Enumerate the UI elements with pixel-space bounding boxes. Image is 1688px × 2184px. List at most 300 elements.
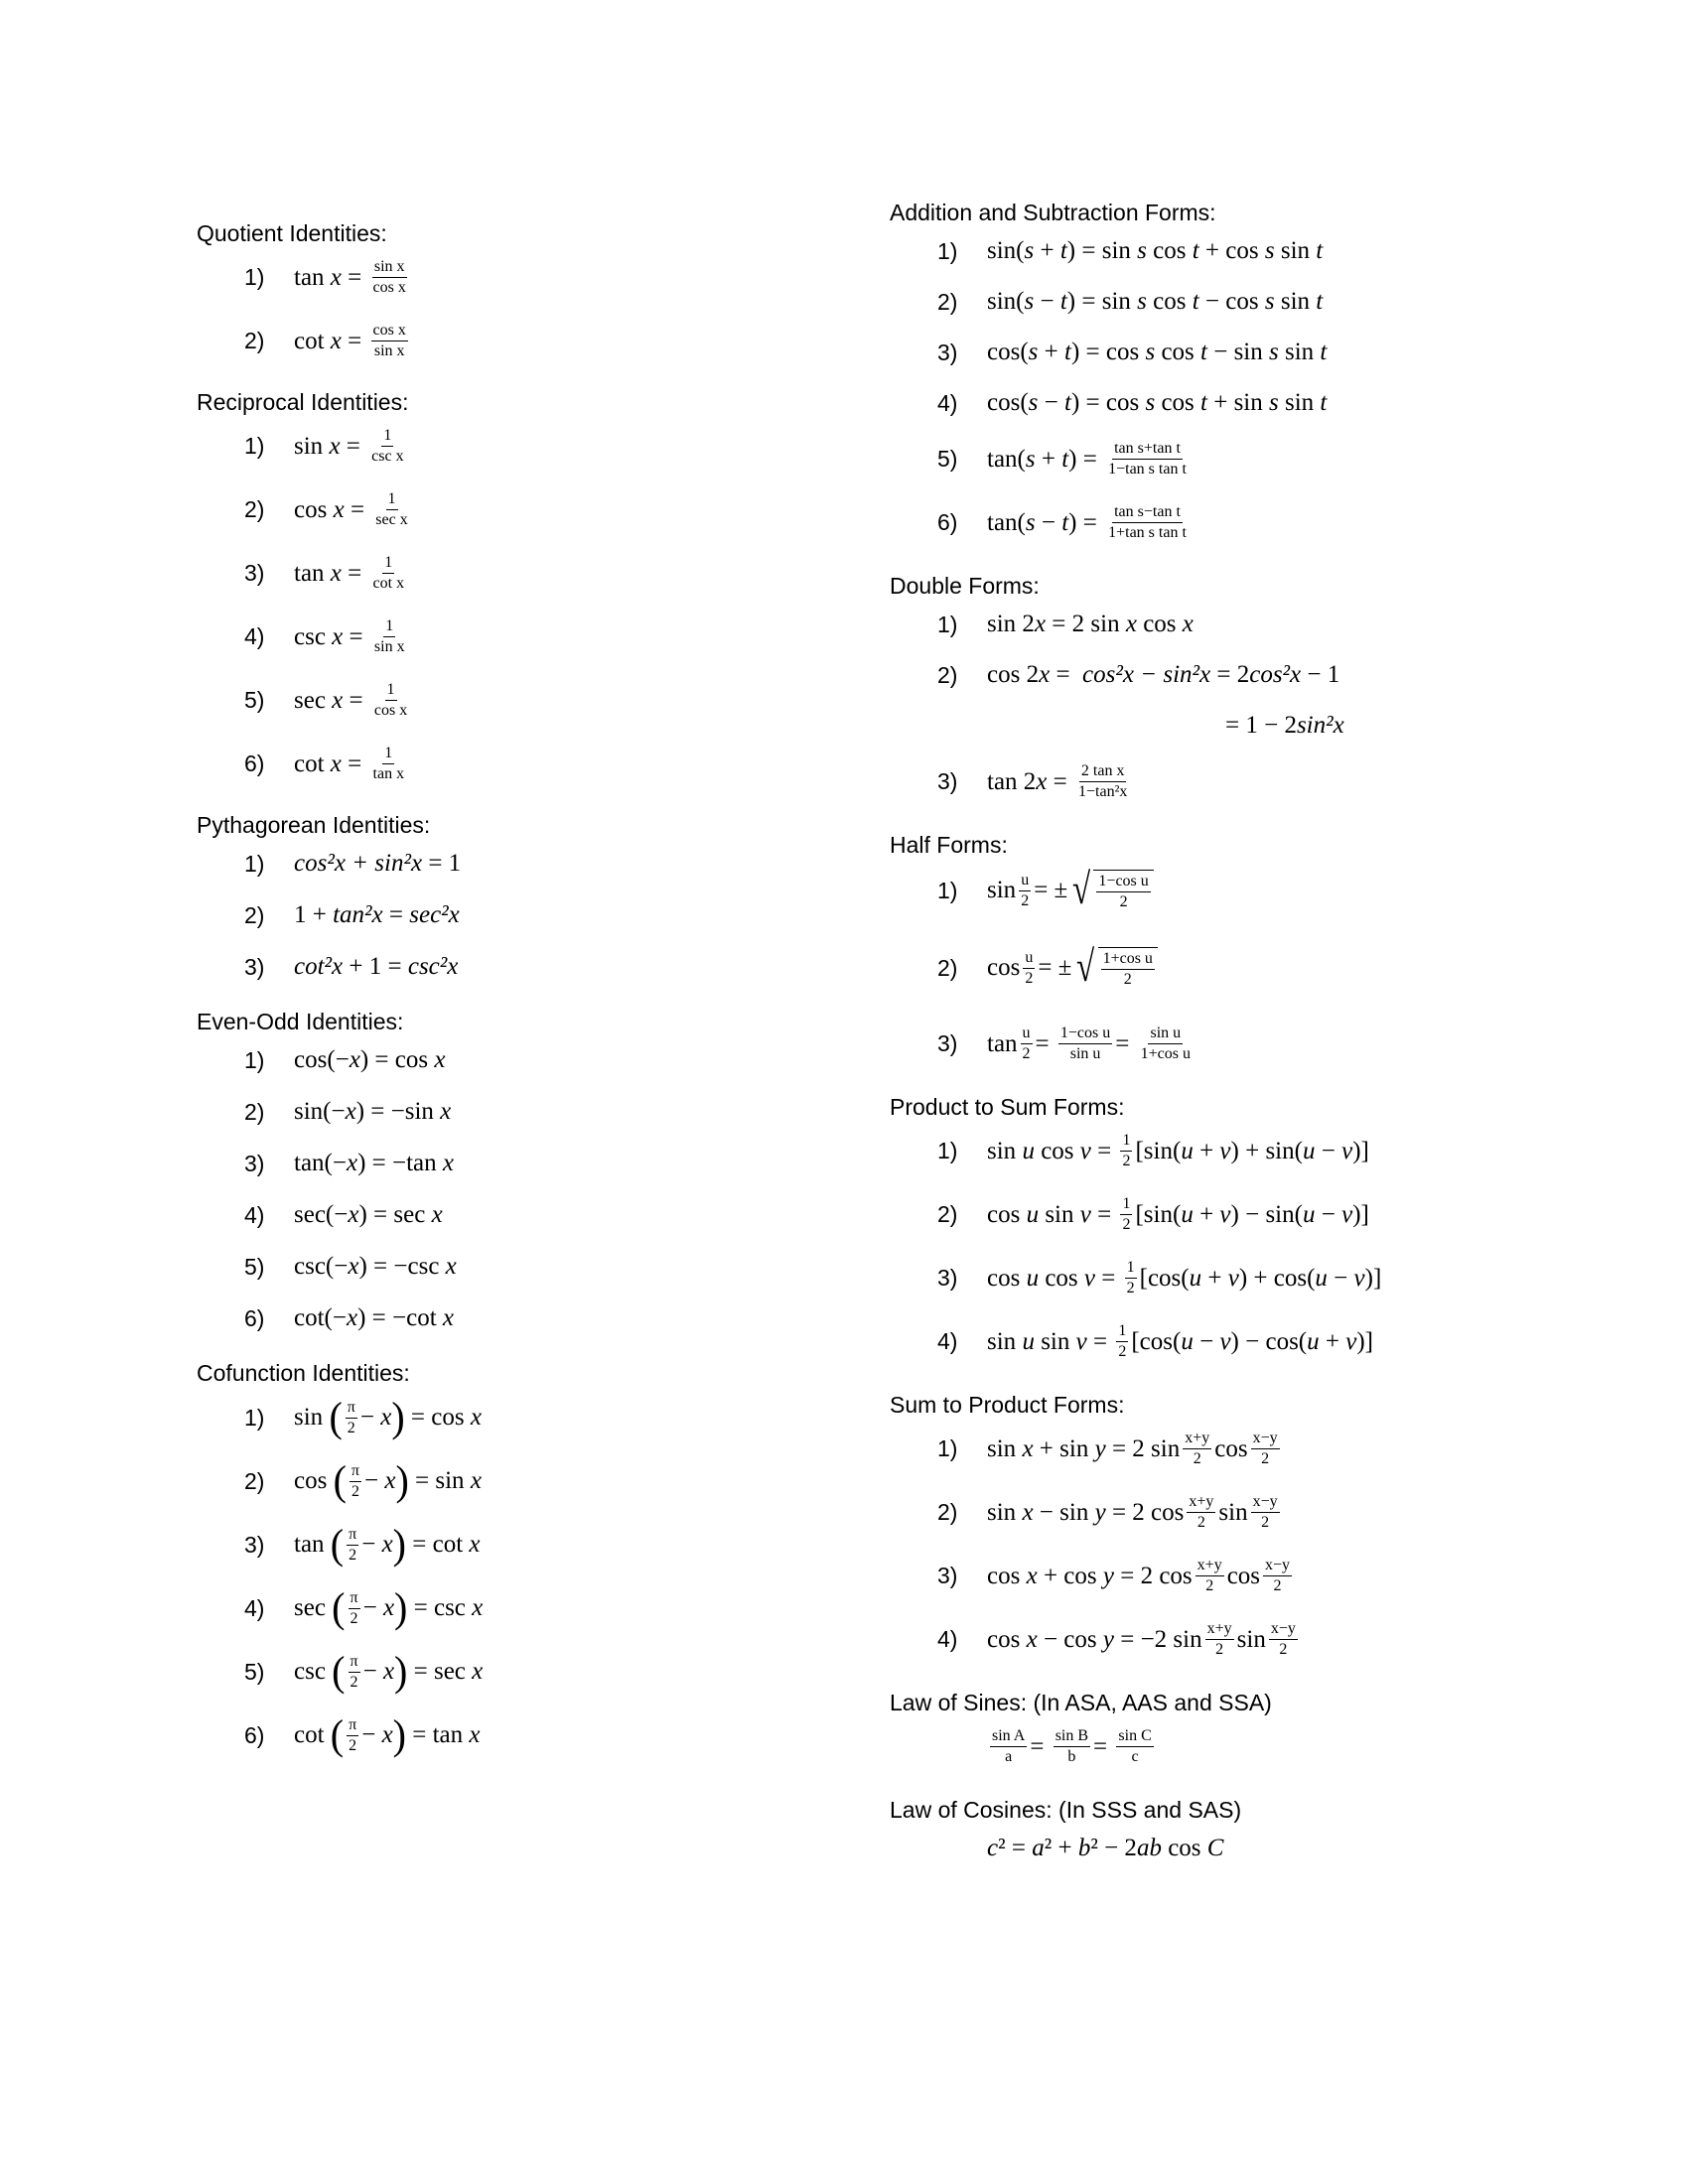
- formula-text: ) =: [1068, 445, 1104, 473]
- formula-text: cot: [294, 327, 331, 354]
- formula-text: +: [1038, 339, 1064, 365]
- formula-text: −: [1327, 1264, 1354, 1292]
- formula-text: cot: [294, 750, 331, 777]
- formula-text: sin: [1236, 1625, 1266, 1653]
- identity-row: [197, 953, 458, 981]
- formula-text: cos: [1155, 339, 1201, 365]
- formula: [294, 1583, 484, 1632]
- formula-variable: cos²x + sin²x: [294, 850, 423, 877]
- formula-text: =: [343, 686, 369, 714]
- formula: [294, 1304, 454, 1332]
- identity-number: 2): [937, 954, 958, 981]
- fraction: [1139, 1024, 1193, 1063]
- formula: [294, 1393, 482, 1441]
- formula-variable: x: [442, 1150, 455, 1176]
- formula-variable: t: [1061, 508, 1069, 536]
- formula-text: =: [1086, 1327, 1114, 1355]
- formula-text: 1 +: [294, 901, 334, 928]
- formula: [294, 490, 413, 529]
- formula-text: sec: [294, 1594, 333, 1621]
- fraction-numerator: sin x: [372, 258, 407, 278]
- formula-text: cos: [294, 495, 334, 523]
- formula-text: tan: [294, 263, 331, 291]
- formula-text: +: [1034, 237, 1060, 264]
- fraction-denominator: 2: [1022, 1045, 1031, 1062]
- fraction-denominator: 2: [1205, 1577, 1214, 1594]
- paren: (: [329, 1393, 343, 1441]
- identity-row: [890, 865, 1154, 913]
- fraction: [1054, 1727, 1090, 1766]
- identity-number: 4): [244, 1201, 265, 1228]
- formula-variable: y: [1102, 1562, 1114, 1589]
- formula-variable: t: [1316, 288, 1324, 315]
- formula-text: ) − cos(: [1230, 1327, 1308, 1355]
- fraction: [371, 745, 407, 783]
- formula-text: sin 2: [987, 611, 1035, 637]
- formula-text: = csc: [407, 1594, 473, 1621]
- identity-row: [890, 1024, 1196, 1063]
- formula-text: sin: [294, 432, 330, 460]
- identity-row: [890, 1493, 1283, 1532]
- formula-variable: s: [1264, 237, 1275, 264]
- fraction-numerator: tan s+tan t: [1112, 440, 1183, 460]
- fraction: [1263, 1557, 1292, 1595]
- formula: [294, 322, 411, 360]
- fraction-numerator: π: [350, 1462, 361, 1482]
- fraction: [1076, 762, 1129, 801]
- formula-variable: C: [1206, 1835, 1224, 1861]
- formula-variable: x: [472, 1658, 484, 1685]
- formula: [294, 1098, 451, 1126]
- formula: [987, 611, 1194, 638]
- formula-variable: x: [1022, 1498, 1034, 1526]
- identity-row: [890, 237, 1323, 265]
- identity-number: 3): [937, 1265, 958, 1291]
- fraction: [1101, 950, 1155, 989]
- paren: (: [332, 1583, 346, 1632]
- fraction-denominator: sin x: [373, 638, 405, 655]
- identity-number: 1): [937, 1435, 958, 1461]
- formula-text: cos: [987, 1200, 1027, 1228]
- fraction-numerator: 1−cos u: [1096, 873, 1150, 892]
- fraction-numerator: 1: [386, 490, 398, 510]
- fraction-numerator: 1−cos u: [1058, 1024, 1112, 1044]
- identity-number: 2): [244, 901, 265, 928]
- formula-text: cos: [1161, 1835, 1207, 1861]
- formula-text: =: [1047, 767, 1074, 795]
- formula-text: − sin: [1206, 339, 1269, 365]
- formula-text: = sec: [407, 1658, 473, 1685]
- formula: [987, 339, 1327, 366]
- identity-row: [890, 288, 1323, 316]
- formula-text: cos: [1034, 1137, 1080, 1164]
- section-title: Law of Sines: (In ASA, AAS and SSA): [890, 1690, 1272, 1715]
- identity-row: [197, 1710, 481, 1759]
- identity-row: [197, 901, 460, 929]
- formula-variable: x: [330, 263, 342, 291]
- formula-variable: x: [1026, 1625, 1038, 1653]
- identity-row: [197, 1201, 443, 1229]
- formula-variable: x: [472, 1594, 484, 1621]
- formula-variable: x: [470, 1467, 482, 1494]
- formula-variable: x: [381, 1721, 393, 1748]
- identity-number: 2): [244, 1098, 265, 1125]
- formula-text: tan: [987, 1029, 1018, 1057]
- identity-row: [197, 850, 461, 878]
- formula-text: ² +: [1044, 1835, 1078, 1861]
- fraction-numerator: 1: [1120, 1195, 1132, 1215]
- formula-text: sin: [1274, 288, 1317, 315]
- formula-variable: y: [1102, 1625, 1114, 1653]
- formula-text: −: [362, 1658, 383, 1685]
- fraction-numerator: 1: [1125, 1259, 1137, 1279]
- formula-variable: s: [1137, 237, 1147, 264]
- formula-text: tan(: [987, 445, 1026, 473]
- formula-variable: v: [1079, 1137, 1091, 1164]
- paren: (: [330, 1520, 345, 1569]
- formula-variable: s: [1025, 445, 1036, 473]
- formula-variable: x: [381, 1531, 393, 1558]
- formula-text: )]: [1356, 1327, 1373, 1355]
- formula-text: sin: [987, 1434, 1023, 1462]
- formula-variable: t: [1061, 445, 1069, 473]
- identity-row: [890, 1557, 1295, 1595]
- identity-row: [890, 1620, 1301, 1659]
- fraction: [1106, 440, 1189, 478]
- formula-text: =: [341, 327, 368, 354]
- formula-text: sin: [1278, 389, 1321, 416]
- formula-variable: b: [1077, 1835, 1091, 1861]
- fraction: [1269, 1620, 1298, 1659]
- identity-row: [197, 258, 411, 297]
- identity-row: [197, 1647, 484, 1696]
- formula-text: cos: [1039, 1264, 1084, 1292]
- formula: [987, 712, 1344, 740]
- identity-row: [890, 762, 1132, 801]
- formula-text: +: [1319, 1327, 1346, 1355]
- formula-text: − cos: [1198, 288, 1265, 315]
- formula-variable: u: [1302, 1200, 1316, 1228]
- formula: [987, 1132, 1369, 1170]
- fraction-denominator: cos x: [373, 702, 408, 719]
- formula-text: tan: [294, 559, 331, 587]
- identity-row: [890, 1259, 1381, 1297]
- identity-number: 1): [937, 611, 958, 637]
- formula-text: −: [1315, 1137, 1342, 1164]
- formula-text: sin: [1039, 1200, 1080, 1228]
- fraction: [347, 1526, 358, 1565]
- identity-number: 2): [244, 1467, 265, 1494]
- formula: [294, 1253, 457, 1281]
- formula-variable: s: [1145, 339, 1156, 365]
- identity-row: [890, 712, 1344, 740]
- fraction: [1023, 949, 1035, 988]
- identity-number: 3): [244, 560, 265, 586]
- identity-number: 5): [937, 446, 958, 472]
- section-title: Reciprocal Identities:: [197, 389, 409, 415]
- identity-number: 3): [244, 1531, 265, 1558]
- formula-text: ) = sec: [358, 1201, 432, 1228]
- section-title: Quotient Identities:: [197, 220, 387, 246]
- formula-text: = 2: [1210, 661, 1250, 688]
- formula-text: ) =: [1068, 508, 1104, 536]
- identity-number: 5): [244, 687, 265, 713]
- formula-text: ) = sin: [1066, 237, 1138, 264]
- fraction: [1106, 503, 1189, 542]
- formula-variable: x: [346, 1304, 358, 1331]
- formula-variable: x: [469, 1721, 481, 1748]
- formula-text: =: [1095, 1264, 1122, 1292]
- formula-variable: sin²x: [1296, 712, 1344, 739]
- fraction-denominator: c: [1131, 1748, 1139, 1765]
- identity-row: [890, 339, 1327, 366]
- formula-text: cos: [987, 1625, 1027, 1653]
- formula-text: ) = −tan: [357, 1150, 443, 1176]
- formula-text: ) = cos: [1070, 339, 1146, 365]
- formula-text: = 1: [422, 850, 462, 877]
- formula-variable: x: [349, 1046, 360, 1073]
- formula-variable: u: [1026, 1200, 1040, 1228]
- formula-variable: s: [1137, 288, 1147, 315]
- fraction-numerator: 1: [382, 554, 394, 574]
- formula-variable: t: [1059, 237, 1067, 264]
- formula: [294, 427, 409, 466]
- formula-text: =: [1090, 1137, 1118, 1164]
- radical-sign-icon: √: [1072, 865, 1091, 913]
- section-title: Pythagorean Identities:: [197, 812, 431, 838]
- identity-row: [197, 617, 410, 656]
- formula-text: ) + cos(: [1238, 1264, 1316, 1292]
- formula-text: ) = cos: [1070, 389, 1146, 416]
- formula-variable: cot²x: [294, 953, 344, 980]
- identity-number: 2): [937, 288, 958, 315]
- formula-variable: u: [1022, 1137, 1035, 1164]
- formula-text: −: [361, 1531, 382, 1558]
- formula-variable: x: [470, 1404, 482, 1431]
- identity-row: [197, 1150, 454, 1177]
- formula-text: )]: [1352, 1137, 1369, 1164]
- formula-variable: u: [1026, 1264, 1040, 1292]
- formula-text: = tan: [406, 1721, 470, 1748]
- identity-row: [197, 1304, 454, 1332]
- identity-number: 3): [937, 339, 958, 365]
- formula: [294, 953, 458, 981]
- fraction-denominator: 1+tan s tan t: [1108, 524, 1187, 541]
- fraction: [372, 617, 407, 656]
- formula-text: cos: [1146, 288, 1193, 315]
- radicand: [1093, 870, 1153, 911]
- fraction-denominator: 2: [1122, 1153, 1131, 1169]
- formula-text: sin: [1274, 237, 1317, 264]
- formula-variable: u: [1181, 1327, 1194, 1355]
- formula-text: sin: [1218, 1498, 1248, 1526]
- formula-variable: x: [330, 327, 342, 354]
- formula-variable: u: [1181, 1200, 1194, 1228]
- formula-text: = sin: [408, 1467, 471, 1494]
- formula-text: cos: [987, 954, 1021, 981]
- fraction: [1021, 1024, 1033, 1063]
- formula-text: − sin: [1033, 1498, 1095, 1526]
- formula-variable: s: [1269, 339, 1279, 365]
- fraction: [349, 1653, 360, 1692]
- identity-number: 4): [937, 1328, 958, 1354]
- formula-variable: v: [1219, 1137, 1231, 1164]
- formula-variable: x: [330, 559, 342, 587]
- formula-text: sin: [987, 1498, 1023, 1526]
- identity-number: 3): [937, 1030, 958, 1056]
- formula-text: =: [1050, 661, 1083, 688]
- formula: [987, 865, 1154, 913]
- formula-text: + sin: [1206, 389, 1269, 416]
- fraction-denominator: 2: [350, 1673, 358, 1691]
- identity-number: 6): [244, 751, 265, 776]
- formula-variable: v: [1353, 1264, 1365, 1292]
- formula-variable: t: [1316, 237, 1324, 264]
- identity-number: 3): [244, 953, 265, 980]
- formula-variable: csc²x: [407, 953, 459, 980]
- formula: [294, 1710, 481, 1759]
- identity-number: 2): [244, 328, 265, 353]
- fraction: [1251, 1430, 1280, 1468]
- fraction-numerator: sin A: [990, 1727, 1027, 1747]
- fraction-numerator: x−y: [1269, 1620, 1298, 1640]
- formula-text: =: [382, 901, 410, 928]
- fraction-denominator: 2: [1193, 1450, 1201, 1467]
- formula-text: cos: [987, 1264, 1027, 1292]
- identity-number: 1): [244, 264, 265, 290]
- formula-text: cos: [1155, 389, 1201, 416]
- identity-number: 3): [937, 1563, 958, 1588]
- fraction-numerator: x+y: [1205, 1620, 1234, 1640]
- formula-variable: u: [1189, 1264, 1202, 1292]
- fraction-denominator: a: [1005, 1748, 1013, 1765]
- formula-variable: t: [1200, 339, 1207, 365]
- identity-row: [890, 440, 1192, 478]
- formula-text: −: [1038, 389, 1064, 416]
- identity-number: 5): [244, 1253, 265, 1280]
- identity-row: [890, 611, 1194, 638]
- formula-text: sin: [1278, 339, 1321, 365]
- fraction-denominator: 2: [351, 1482, 359, 1500]
- formula-text: cos(: [987, 389, 1029, 416]
- formula: [987, 288, 1323, 316]
- identity-number: 1): [244, 433, 265, 459]
- radicand: [1098, 947, 1158, 989]
- fraction: [373, 490, 409, 529]
- formula-variable: x: [348, 1201, 359, 1228]
- fraction-numerator: x−y: [1251, 1430, 1280, 1449]
- fraction-denominator: 2: [1126, 1280, 1135, 1297]
- formula-variable: x: [1039, 661, 1051, 688]
- formula-variable: x: [330, 750, 342, 777]
- identity-number: 1): [937, 877, 958, 903]
- fraction: [347, 1716, 358, 1755]
- paren: (: [332, 1647, 346, 1696]
- section-title: Law of Cosines: (In SSS and SAS): [890, 1797, 1242, 1823]
- formula-text: +: [1193, 1137, 1220, 1164]
- formula-text: cos: [987, 1562, 1027, 1589]
- identity-row: [197, 1393, 482, 1441]
- fraction-numerator: 1: [382, 745, 394, 764]
- formula-text: + cos: [1037, 1562, 1103, 1589]
- formula-text: −: [1035, 508, 1062, 536]
- fraction: [1187, 1493, 1215, 1532]
- fraction-numerator: u: [1021, 1024, 1033, 1044]
- formula: [294, 1046, 445, 1074]
- formula-text: cos: [1214, 1434, 1248, 1462]
- identity-row: [890, 1727, 1157, 1766]
- formula-text: = 1 − 2: [1225, 712, 1297, 739]
- identity-row: [890, 1430, 1283, 1468]
- formula-text: −: [1034, 288, 1060, 315]
- fraction: [371, 322, 408, 360]
- formula-text: ² − 2: [1090, 1835, 1137, 1861]
- identity-number: 1): [244, 1046, 265, 1073]
- formula-variable: x: [380, 1404, 392, 1431]
- formula-text: cot(−: [294, 1304, 347, 1331]
- formula: [987, 440, 1192, 478]
- formula-text: =: [1090, 1200, 1118, 1228]
- fraction: [1196, 1557, 1224, 1595]
- fraction-denominator: 1+cos u: [1140, 1045, 1191, 1062]
- fraction-denominator: 2: [1261, 1450, 1270, 1467]
- formula-variable: x: [332, 622, 344, 650]
- formula-text: = ±: [1038, 954, 1072, 981]
- formula-text: − cos: [1037, 1625, 1103, 1653]
- formula-variable: s: [1025, 508, 1036, 536]
- formula-text: sin: [987, 877, 1017, 903]
- fraction: [1116, 1322, 1128, 1361]
- identity-number: 1): [244, 850, 265, 877]
- fraction-numerator: u: [1019, 872, 1031, 891]
- fraction-numerator: cos x: [371, 322, 408, 341]
- formula-text: −: [1193, 1327, 1220, 1355]
- fraction-denominator: 2: [1215, 1641, 1224, 1658]
- formula-text: =: [1115, 1029, 1136, 1057]
- fraction: [369, 427, 405, 466]
- formula-variable: c: [987, 1835, 999, 1861]
- fraction: [1125, 1259, 1137, 1297]
- formula: [987, 1727, 1157, 1766]
- formula-variable: tan²x: [333, 901, 383, 928]
- formula-variable: u: [1181, 1137, 1194, 1164]
- formula: [987, 1322, 1373, 1361]
- formula-text: =: [1093, 1732, 1114, 1760]
- formula-variable: s: [1028, 339, 1039, 365]
- formula-variable: t: [1192, 288, 1199, 315]
- formula-variable: s: [1024, 288, 1035, 315]
- fraction: [371, 258, 408, 297]
- formula-variable: t: [1320, 389, 1328, 416]
- formula-text: ) = −csc: [358, 1253, 446, 1280]
- formula-text: + 1 =: [343, 953, 408, 980]
- paren: ): [392, 1710, 406, 1759]
- fraction: [1120, 1195, 1132, 1234]
- identity-number: 2): [937, 661, 958, 688]
- formula-variable: x: [1026, 1562, 1038, 1589]
- formula-text: cos: [294, 1467, 334, 1494]
- formula-variable: a: [1032, 1835, 1045, 1861]
- identity-number: 1): [937, 237, 958, 264]
- formula-text: + cos: [1198, 237, 1265, 264]
- fraction: [1205, 1620, 1234, 1659]
- formula-variable: t: [1064, 389, 1071, 416]
- identity-number: 2): [937, 1201, 958, 1227]
- fraction-numerator: π: [347, 1716, 358, 1736]
- formula-variable: x: [382, 1594, 395, 1621]
- fraction: [990, 1727, 1027, 1766]
- formula: [987, 237, 1323, 265]
